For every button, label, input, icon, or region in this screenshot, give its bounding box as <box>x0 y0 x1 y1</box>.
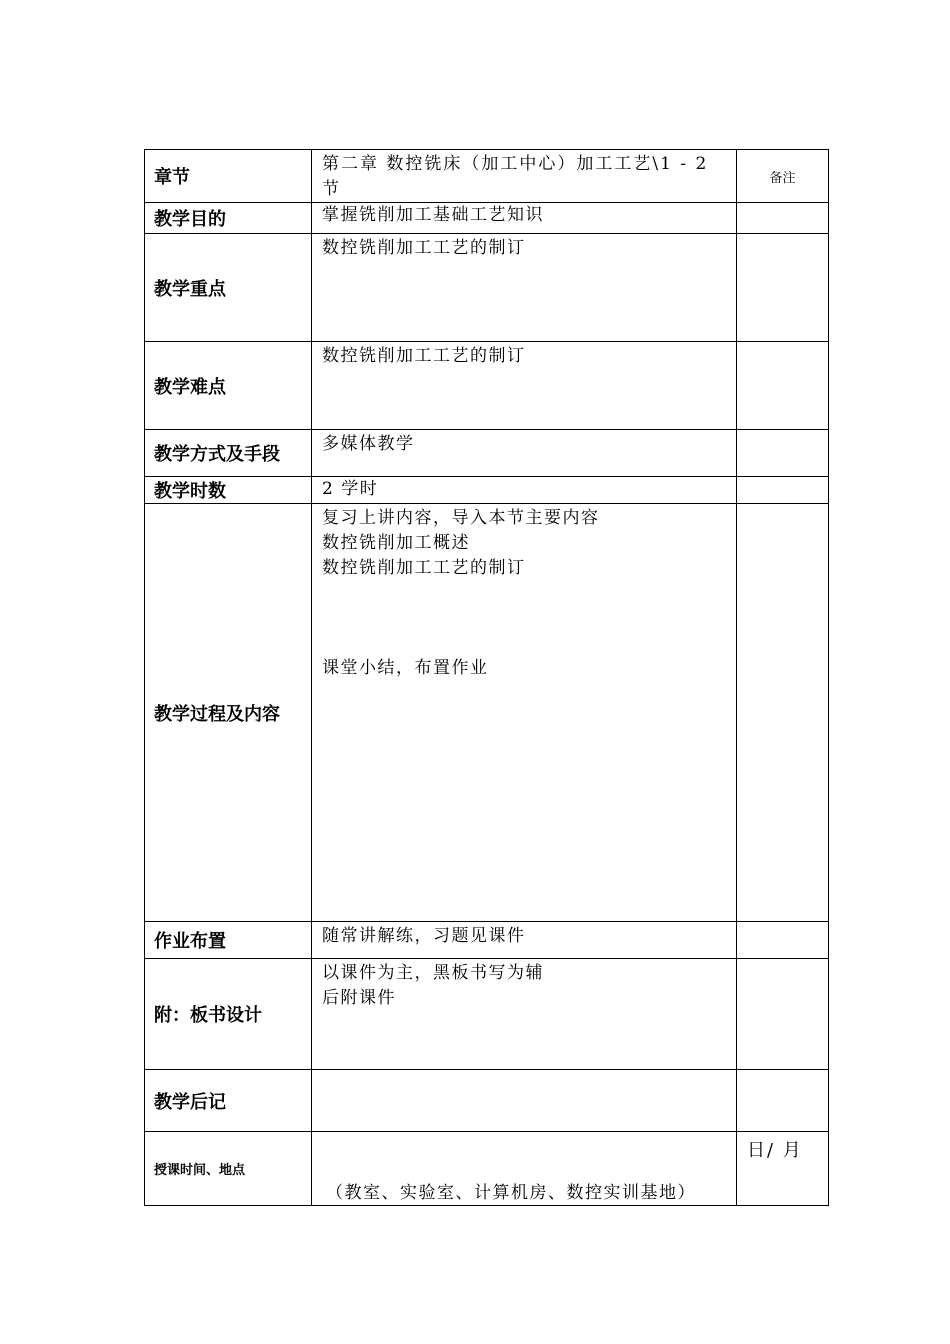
row-methods <box>145 430 829 477</box>
row-key-points <box>145 234 829 342</box>
key-points-value: 数控铣削加工工艺的制订 <box>312 234 737 342</box>
key-points-label: 教学重点 <box>145 234 312 342</box>
hours-remarks <box>737 477 829 504</box>
row-chapter <box>145 150 829 203</box>
difficulties-remarks <box>737 342 829 430</box>
process-label: 教学过程及内容 <box>145 504 312 922</box>
difficulties-label: 教学难点 <box>145 342 312 430</box>
afterword-value <box>312 1070 737 1132</box>
afterword-remarks <box>737 1070 829 1132</box>
chapter-value <box>312 150 737 203</box>
remarks-label: 备注 <box>737 150 829 203</box>
hours-label: 教学时数 <box>145 477 312 504</box>
homework-label: 作业布置 <box>145 922 312 959</box>
process-remarks <box>737 504 829 922</box>
process-line4: 课堂小结，布置作业 <box>322 658 489 678</box>
chapter-value-line1: 第二章 数控铣床（加工中心）加工工艺\1 - 2 <box>322 154 709 174</box>
hours-value: 2 学时 <box>312 477 737 504</box>
time-place-label: 授课时间、地点 <box>145 1132 312 1206</box>
objective-value: 掌握铣削加工基础工艺知识 <box>312 203 737 234</box>
row-objective <box>145 203 829 234</box>
homework-remarks <box>737 922 829 959</box>
row-homework <box>145 922 829 959</box>
row-difficulties <box>145 342 829 430</box>
methods-label: 教学方式及手段 <box>145 430 312 477</box>
board-remarks <box>737 959 829 1070</box>
board-label: 附：板书设计 <box>145 959 312 1070</box>
process-value <box>312 504 737 922</box>
objective-label: 教学目的 <box>145 203 312 234</box>
time-place-value <box>312 1132 737 1206</box>
row-process <box>145 504 829 922</box>
methods-value: 多媒体教学 <box>312 430 737 477</box>
chapter-value-line2: 节 <box>322 179 341 199</box>
process-line3: 数控铣削加工工艺的制订 <box>322 558 526 578</box>
place-text: （教室、实验室、计算机房、数控实训基地） <box>326 1183 696 1203</box>
difficulties-value: 数控铣削加工工艺的制订 <box>312 342 737 430</box>
row-hours <box>145 477 829 504</box>
key-points-remarks <box>737 234 829 342</box>
board-line1: 以课件为主，黑板书写为辅 <box>322 963 544 983</box>
date-text: 日/ 月 <box>737 1132 829 1206</box>
row-time-place <box>145 1132 829 1206</box>
homework-value: 随常讲解练，习题见课件 <box>312 922 737 959</box>
board-line2: 后附课件 <box>322 988 396 1008</box>
row-board <box>145 959 829 1070</box>
row-afterword <box>145 1070 829 1132</box>
afterword-label: 教学后记 <box>145 1070 312 1132</box>
process-line2: 数控铣削加工概述 <box>322 533 470 553</box>
board-value <box>312 959 737 1070</box>
methods-remarks <box>737 430 829 477</box>
lesson-plan-table <box>144 149 829 1206</box>
objective-remarks <box>737 203 829 234</box>
process-line1: 复习上讲内容，导入本节主要内容 <box>322 508 600 528</box>
chapter-label: 章节 <box>145 150 312 203</box>
